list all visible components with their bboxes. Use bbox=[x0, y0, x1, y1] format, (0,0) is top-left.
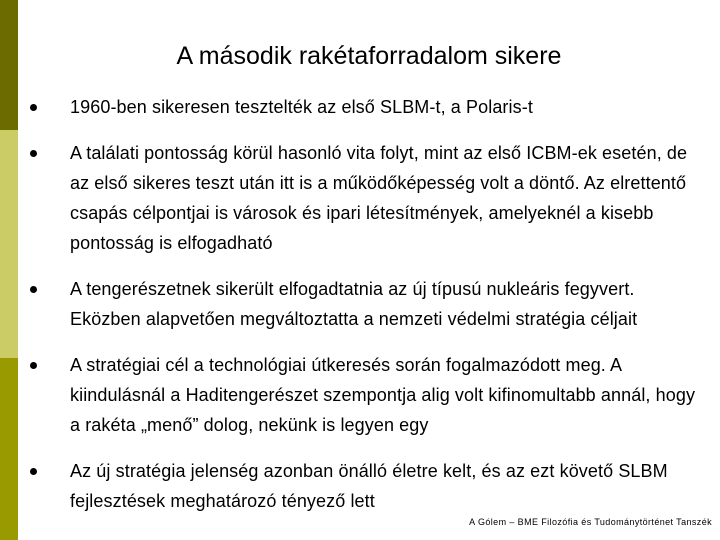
bullet-dot-icon bbox=[30, 104, 37, 111]
bullet-text: 1960-ben sikeresen tesztelték az első SLBM-t, a Polaris-t bbox=[70, 97, 533, 117]
bullet-list bbox=[30, 92, 700, 516]
bullet-item bbox=[30, 138, 700, 258]
bullet-text: Az új stratégia jelenség azonban önálló életre kelt, és az ezt követő SLBM fejlesztések meghatározó tényező lett bbox=[70, 461, 668, 511]
bullet-text: A találati pontosság körül hasonló vita folyt, mint az első ICBM-ek esetén, de az első sikeres teszt után itt is a működőképesség volt a döntő. Az elrettentő csapás célpontjai is városok és ipari létesítmények, amelyeknél a kisebb pontosság is elfogadható bbox=[70, 143, 688, 253]
bullet-item bbox=[30, 350, 700, 440]
sidebar-segment-bottom bbox=[0, 358, 18, 540]
bullet-dot-icon bbox=[30, 150, 37, 157]
bullet-text: A stratégiai cél a technológiai útkeresés során fogalmazódott meg. A kiindulásnál a Haditengerészet szempontja alig volt kifinomultabb annál, hogy a rakéta „menő” dolog, nekünk is legyen egy bbox=[70, 355, 696, 435]
bullet-item bbox=[30, 92, 700, 122]
bullet-dot-icon bbox=[30, 362, 37, 369]
sidebar-segment-middle bbox=[0, 130, 18, 358]
sidebar-decoration bbox=[0, 0, 18, 540]
slide-title: A második rakétaforradalom sikere bbox=[176, 42, 562, 70]
bullet-text: A tengerészetnek sikerült elfogadtatnia az új típusú nukleáris fegyvert. Eközben alapvetően megváltoztatta a nemzeti védelmi stratégia céljait bbox=[70, 279, 638, 329]
sidebar-segment-top bbox=[0, 0, 18, 130]
bullet-dot-icon bbox=[30, 286, 37, 293]
bullet-item bbox=[30, 456, 700, 516]
bullet-dot-icon bbox=[30, 468, 37, 475]
bullet-item bbox=[30, 274, 700, 334]
slide-footer: A Gólem – BME Filozófia és Tudománytörténet Tanszék bbox=[469, 517, 712, 527]
